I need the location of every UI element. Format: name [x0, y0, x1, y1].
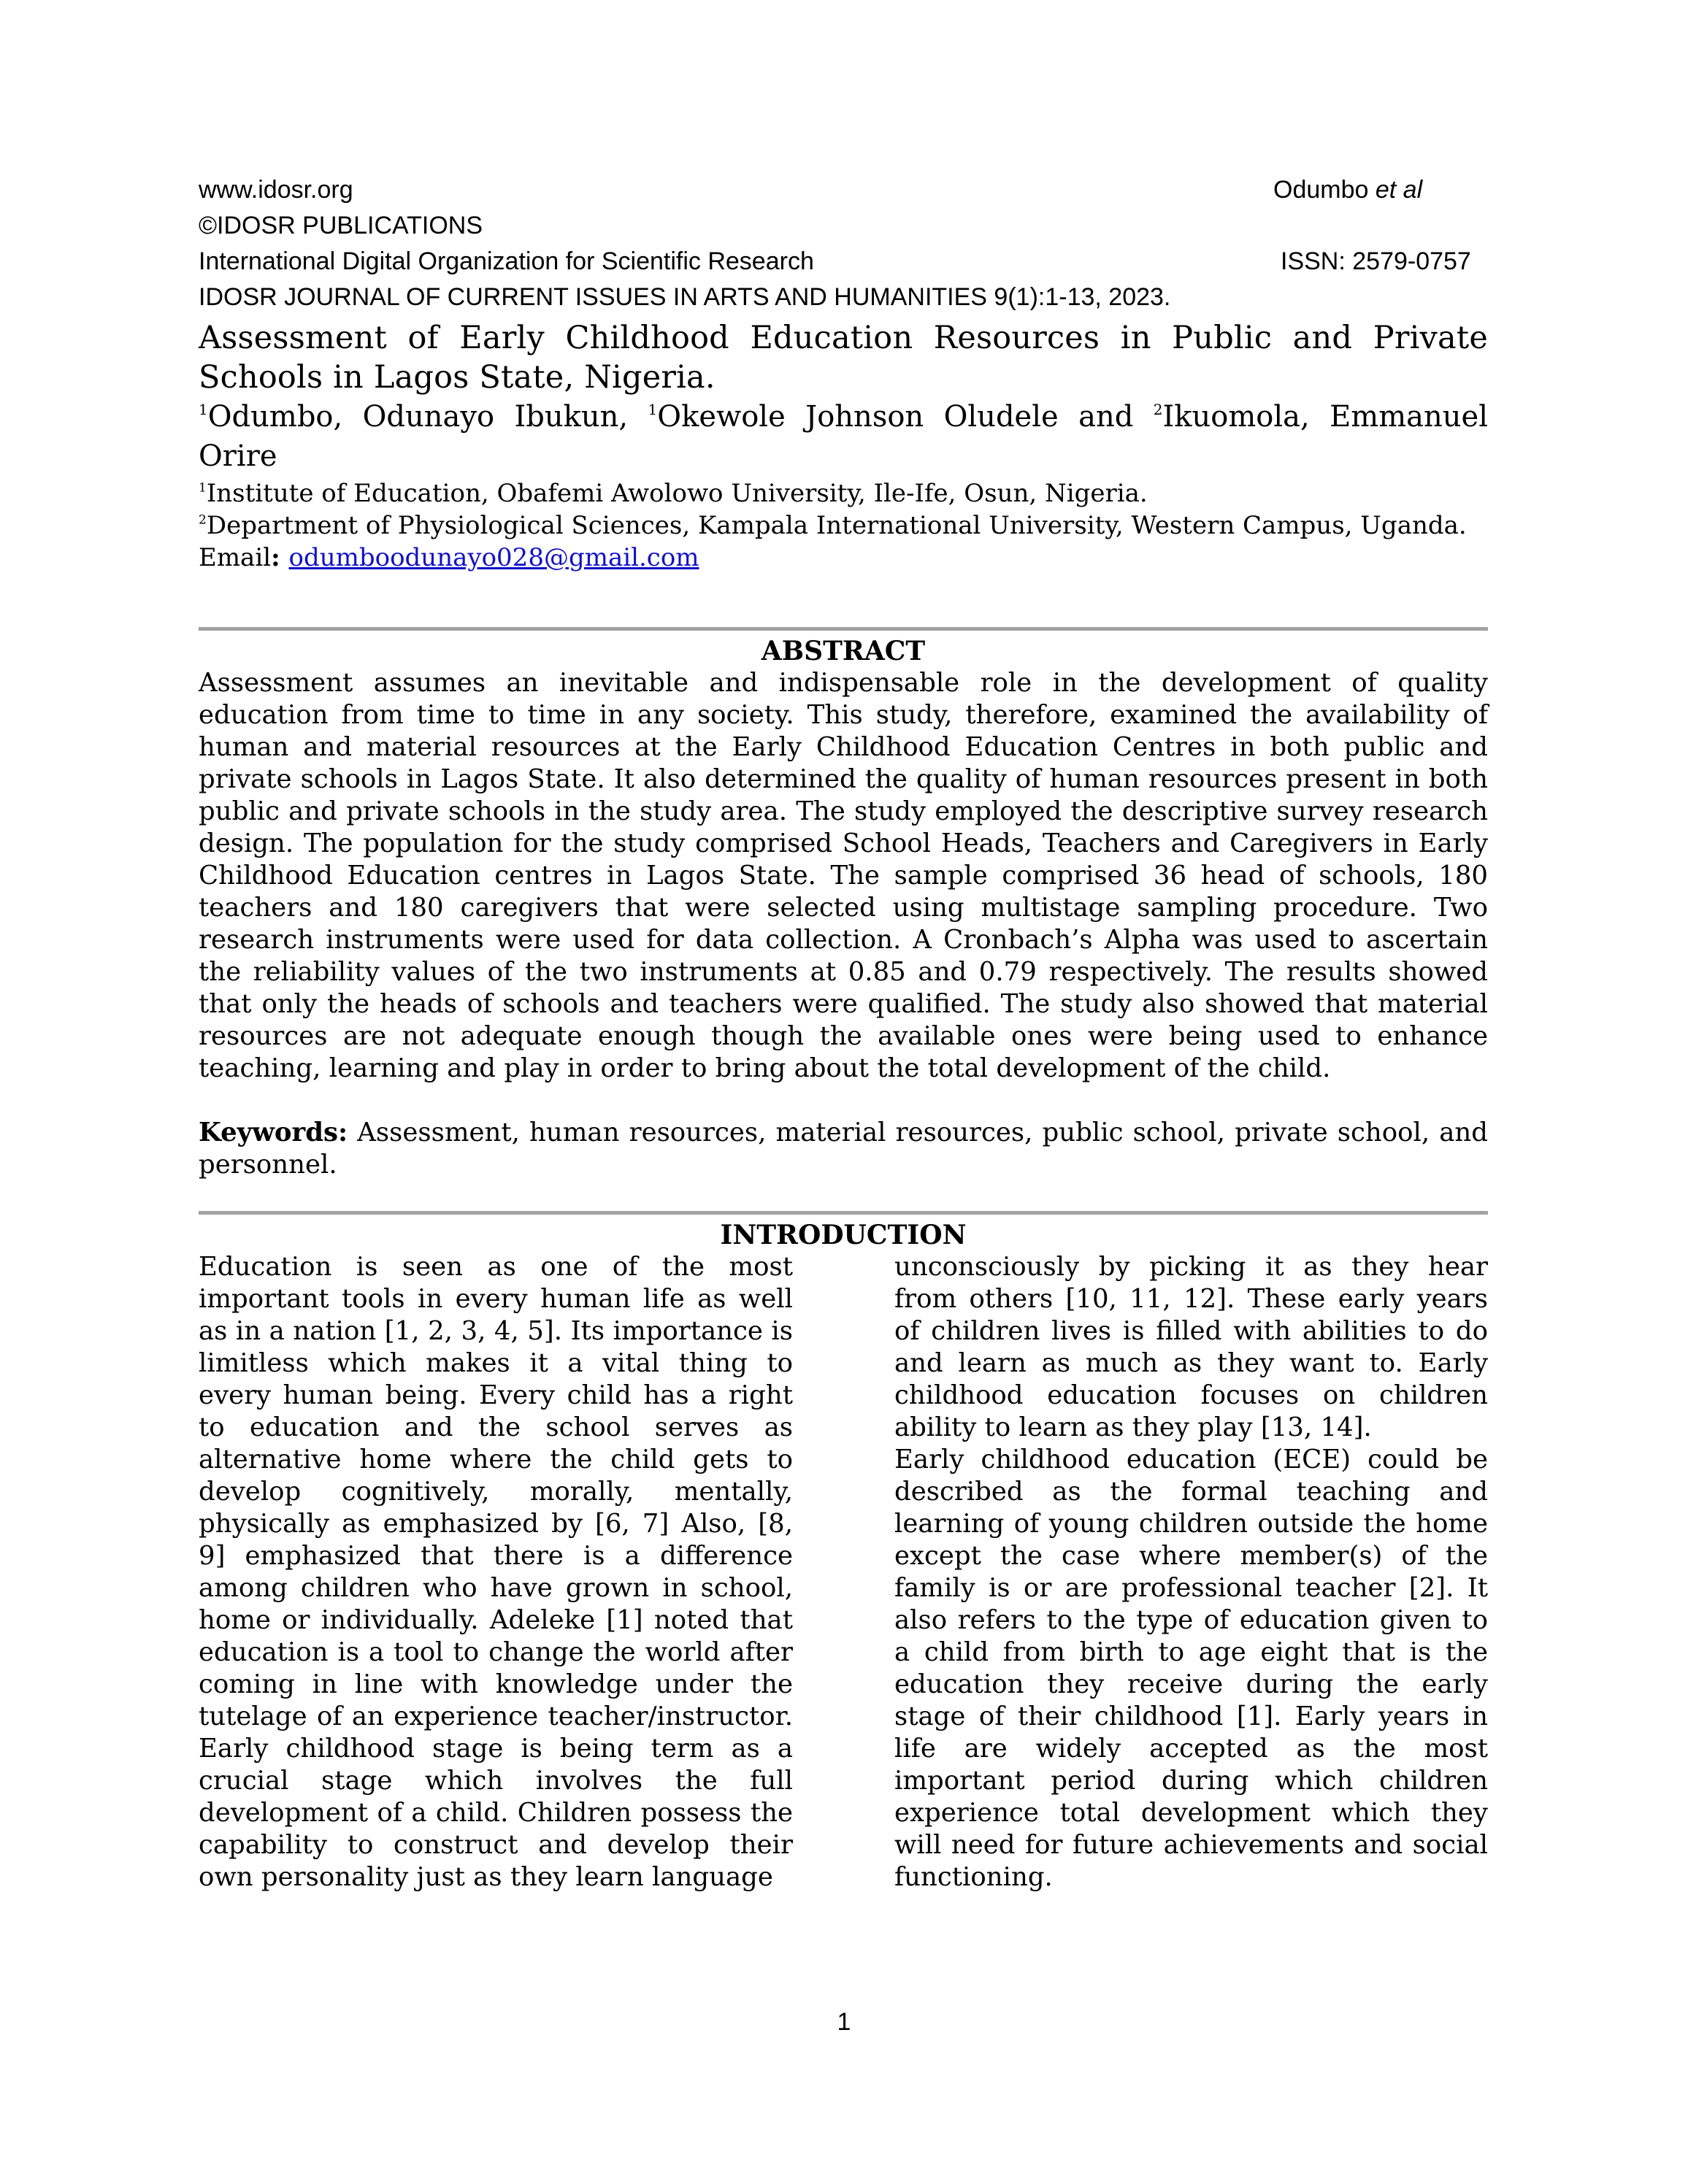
running-author-etal: et al [1375, 176, 1423, 204]
paragraph: unconsciously by picking it as they hear from others [10, 11, 12]. These early years of children lives is filled with abilities to do and learn as much as they want to. Early childhood education focuses on children ability to learn as they play [13, 14]. [894, 1252, 1488, 1442]
organization-name: International Digital Organization for Scientific Research [199, 247, 814, 275]
affiliation [199, 510, 1488, 542]
header-row-copyright [199, 208, 1488, 243]
keywords [199, 1117, 1488, 1181]
paragraph: Education is seen as one of the most important tools in every human life as well as in a nation [1, 2, 3, 4, 5]. Its importance is limitless which makes it a vital thing to every human being. Every child has a right to education and the school serves as alternative home where the child gets to develop cognitively, morally, mentally, physically as emphasized by [6, 7] Also, [8, 9] emphasized that there is a difference among children who have grown in school, home or individually. Adeleke [1] noted that education is a tool to change the world after coming in line with knowledge under the tutelage of an experience teacher/instructor. Early childhood stage is being term as a crucial stage which involves the full development of a child. Children possess the capability to construct and develop their own personality just as they learn language [199, 1252, 793, 1892]
author-name: Okewole Johnson Oludele and [657, 400, 1154, 434]
author [199, 400, 648, 434]
author [648, 400, 1154, 434]
running-author-name: Odumbo [1273, 176, 1376, 204]
author-affiliation-marker: 1 [199, 401, 208, 418]
issn: ISSN: 2579-0757 [1281, 247, 1471, 275]
affiliation-marker: 2 [199, 512, 207, 528]
abstract-heading: ABSTRACT [761, 636, 926, 666]
author-name: Ikuomola, Emmanuel Orire [199, 400, 1489, 473]
keywords-text: Assessment, human resources, material resources, public school, private school, and personnel. [199, 1118, 1488, 1180]
header-row-website [199, 172, 1488, 207]
affiliation-text: Department of Physiological Sciences, Kampala International University, Western Campus, Uganda. [206, 511, 1467, 540]
introduction-heading: INTRODUCTION [720, 1220, 967, 1250]
journal-citation: IDOSR JOURNAL OF CURRENT ISSUES IN ARTS AND HUMANITIES 9(1):1-13, 2023. [199, 283, 1171, 311]
copyright-text: ©IDOSR PUBLICATIONS [199, 212, 483, 239]
abstract-text: Assessment assumes an inevitable and indispensable role in the development of quality education from time to time in any society. This study, therefore, examined the availability of human and material resources at the Early Childhood Education Centres in both public and private schools in Lagos State. It also determined the quality of human resources present in both public and private schools in the study area. The study employed the descriptive survey research design. The population for the study comprised School Heads, Teachers and Caregivers in Early Childhood Education centres in Lagos State. The sample comprised 36 head of schools, 180 teachers and 180 caregivers that were selected using multistage sampling procedure. Two research instruments were used for data collection. A Cronbach’s Alpha was used to ascertain the reliability values of the two instruments at 0.85 and 0.79 respectively. The results showed that only the heads of schools and teachers were qualified. The study also showed that material resources are not adequate enough though the available ones were being used to enhance teaching, learning and play in order to bring about the total development of the child. [199, 668, 1488, 1083]
author-name: Odumbo, Odunayo Ibukun, [207, 400, 648, 434]
keywords-label: Keywords: [199, 1118, 348, 1147]
running-author [1273, 172, 1422, 207]
email-link[interactable]: odumboodunayo028@gmail.com [288, 543, 699, 572]
page-number: 1 [837, 2008, 851, 2036]
email-colon: : [271, 543, 289, 572]
header-row-journal [199, 280, 1488, 315]
paper-title: Assessment of Early Childhood Education Resources in Public and Private Schools in Lagos State, Nigeria. [199, 320, 1488, 396]
header-row-organization [199, 244, 1488, 279]
author-list [199, 397, 1488, 476]
author-affiliation-marker: 1 [648, 401, 658, 418]
affiliations [199, 477, 1488, 574]
divider-rule [199, 627, 1488, 631]
author-affiliation-marker: 2 [1153, 401, 1163, 418]
email-line [199, 542, 1488, 574]
body-column-right [894, 1251, 1488, 1893]
paragraph: Early childhood education (ECE) could be described as the formal teaching and learning of young children outside the home except the case where member(s) of the family is or are professional teacher [2]. It also refers to the type of education given to a child from birth to age eight that is the education they receive during the early stage of their childhood [1]. Early years in life are widely accepted as the most important period during which children experience total development which they will need for future achievements and social functioning. [894, 1445, 1488, 1892]
affiliation [199, 477, 1488, 510]
body-column-left [199, 1251, 793, 1893]
email-label: Email [199, 543, 272, 572]
website-link[interactable]: www.idosr.org [199, 176, 353, 204]
affiliation-text: Institute of Education, Obafemi Awolowo University, Ile-Ife, Osun, Nigeria. [206, 479, 1148, 508]
divider-rule [199, 1211, 1488, 1215]
affiliation-marker: 1 [199, 480, 207, 496]
